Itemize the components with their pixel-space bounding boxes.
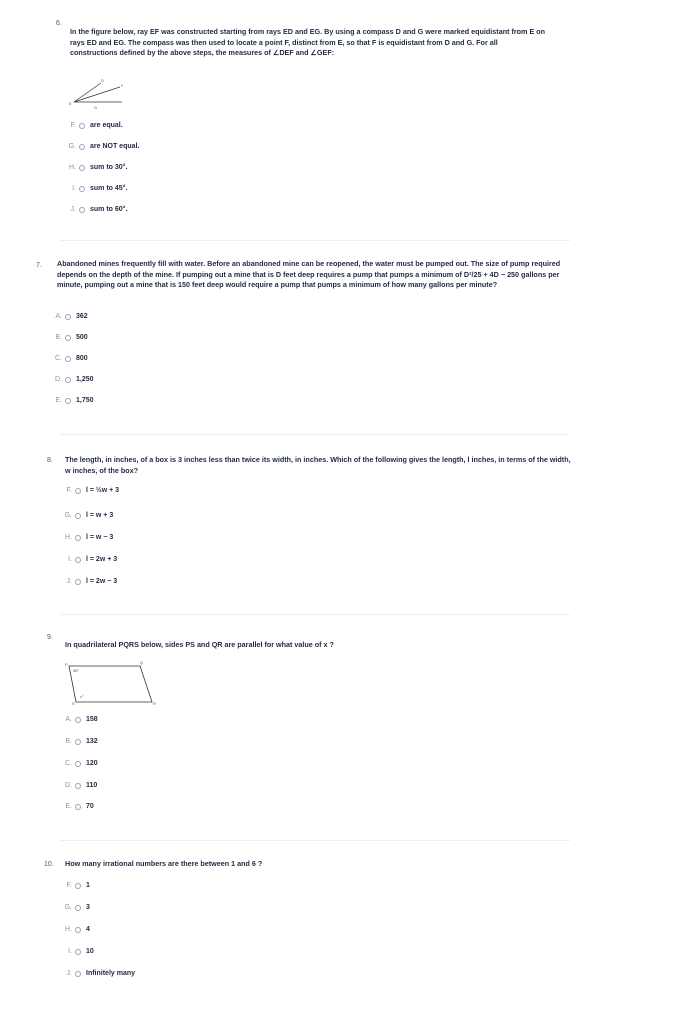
quadrilateral-figure	[62, 658, 158, 706]
question-number: 8.	[47, 457, 53, 464]
choice-b[interactable]: B. 132	[65, 738, 98, 745]
choice-j[interactable]: J. sum to 60°.	[70, 206, 128, 213]
choice-e[interactable]: E. 70	[65, 803, 94, 810]
radio-icon[interactable]	[75, 488, 81, 494]
label-g: G	[94, 105, 98, 110]
radio-icon[interactable]	[79, 207, 85, 213]
radio-icon[interactable]	[75, 739, 81, 745]
choice-f[interactable]: F. l = ½w + 3	[66, 487, 120, 494]
choice-g[interactable]: G. l = w + 3	[64, 512, 114, 519]
choice-h[interactable]: H. sum to 30°.	[69, 164, 128, 171]
choice-a[interactable]: A. 158	[65, 716, 98, 723]
radio-icon[interactable]	[75, 971, 81, 977]
label-q: Q	[140, 660, 144, 665]
radio-icon[interactable]	[75, 579, 81, 585]
radio-icon[interactable]	[75, 804, 81, 810]
radio-icon[interactable]	[75, 949, 81, 955]
radio-icon[interactable]	[75, 535, 81, 541]
choice-j[interactable]: J. Infinitely many	[66, 970, 136, 977]
choice-g[interactable]: G. are NOT equal.	[68, 143, 140, 150]
radio-icon[interactable]	[75, 761, 81, 767]
choice-h[interactable]: H. l = w − 3	[65, 534, 114, 541]
radio-icon[interactable]	[65, 335, 71, 341]
radio-icon[interactable]	[65, 314, 71, 320]
choice-c[interactable]: C. 120	[65, 760, 98, 767]
choice-d[interactable]: D. 1,250	[55, 376, 94, 383]
choice-i[interactable]: I. sum to 45°.	[72, 185, 128, 192]
angle-x: x°	[80, 694, 84, 699]
choice-f[interactable]: F. are equal.	[70, 122, 123, 129]
divider	[60, 840, 570, 841]
radio-icon[interactable]	[75, 783, 81, 789]
divider	[60, 434, 570, 435]
choice-i[interactable]: I. l = 2w + 3	[68, 556, 118, 563]
radio-icon[interactable]	[79, 144, 85, 150]
choice-f[interactable]: F. 1	[66, 882, 90, 889]
question-number: 10.	[44, 861, 54, 868]
choice-c[interactable]: C. 800	[55, 355, 88, 362]
label-e: E	[69, 101, 72, 106]
question-number: 6.	[56, 20, 62, 27]
question-text: The length, in inches, of a box is 3 inches less than twice its width, in inches. Which of the following gives the length, l inches, in terms of the width, w inches, of the box?	[65, 455, 571, 475]
radio-icon[interactable]	[75, 883, 81, 889]
radio-icon[interactable]	[79, 123, 85, 129]
radio-icon[interactable]	[79, 186, 85, 192]
label-d: D	[101, 78, 104, 83]
radio-icon[interactable]	[75, 927, 81, 933]
radio-icon[interactable]	[75, 905, 81, 911]
radio-icon[interactable]	[65, 356, 71, 362]
choice-j[interactable]: J. l = 2w − 3	[66, 578, 118, 585]
question-text: In the figure below, ray EF was constructed starting from rays ED and EG. By using a compass D and G were marked equidistant from E on rays ED and EG. The compass was then used to locate a point F, distinct from E, so that F is equidistant from D and G. For all constructions defined by the above steps, the measures of ∠DEF and ∠GEF:	[70, 27, 546, 57]
choice-a[interactable]: A. 362	[55, 313, 88, 320]
choice-i[interactable]: I. 10	[68, 948, 94, 955]
radio-icon[interactable]	[65, 377, 71, 383]
choice-d[interactable]: D. 110	[65, 782, 98, 789]
choice-g[interactable]: G. 3	[64, 904, 90, 911]
question-number: 9.	[47, 634, 53, 641]
question-text: In quadrilateral PQRS below, sides PS and QR are parallel for what value of x ?	[65, 640, 334, 649]
label-f: F	[121, 83, 124, 88]
divider	[60, 614, 570, 615]
label-p: P	[65, 662, 68, 667]
radio-icon[interactable]	[75, 513, 81, 519]
choice-b[interactable]: B. 500	[55, 334, 88, 341]
question-text: How many irrational numbers are there between 1 and 6 ?	[65, 859, 263, 868]
question-text: Abandoned mines frequently fill with water. Before an abandoned mine can be reopened, the water must be pumped out. The size of pump required depends on the depth of the mine. If pumping out a mine that is D feet deep requires a pump that pumps a minimum of D²/25 + 4D − 250 gallons per minute, pumping out a mine that is 150 feet deep would require a pump that pumps a minimum of how many gallons per minute?	[57, 259, 561, 289]
radio-icon[interactable]	[75, 557, 81, 563]
label-s: S	[72, 701, 75, 706]
radio-icon[interactable]	[75, 717, 81, 723]
radio-icon[interactable]	[79, 165, 85, 171]
divider	[60, 240, 570, 241]
angle-58: 58°	[73, 668, 80, 673]
angle-figure	[68, 78, 128, 112]
question-number: 7.	[36, 262, 42, 269]
radio-icon[interactable]	[65, 398, 71, 404]
choice-h[interactable]: H. 4	[65, 926, 90, 933]
label-r: R	[153, 701, 156, 706]
choice-e[interactable]: E. 1,750	[55, 397, 94, 404]
